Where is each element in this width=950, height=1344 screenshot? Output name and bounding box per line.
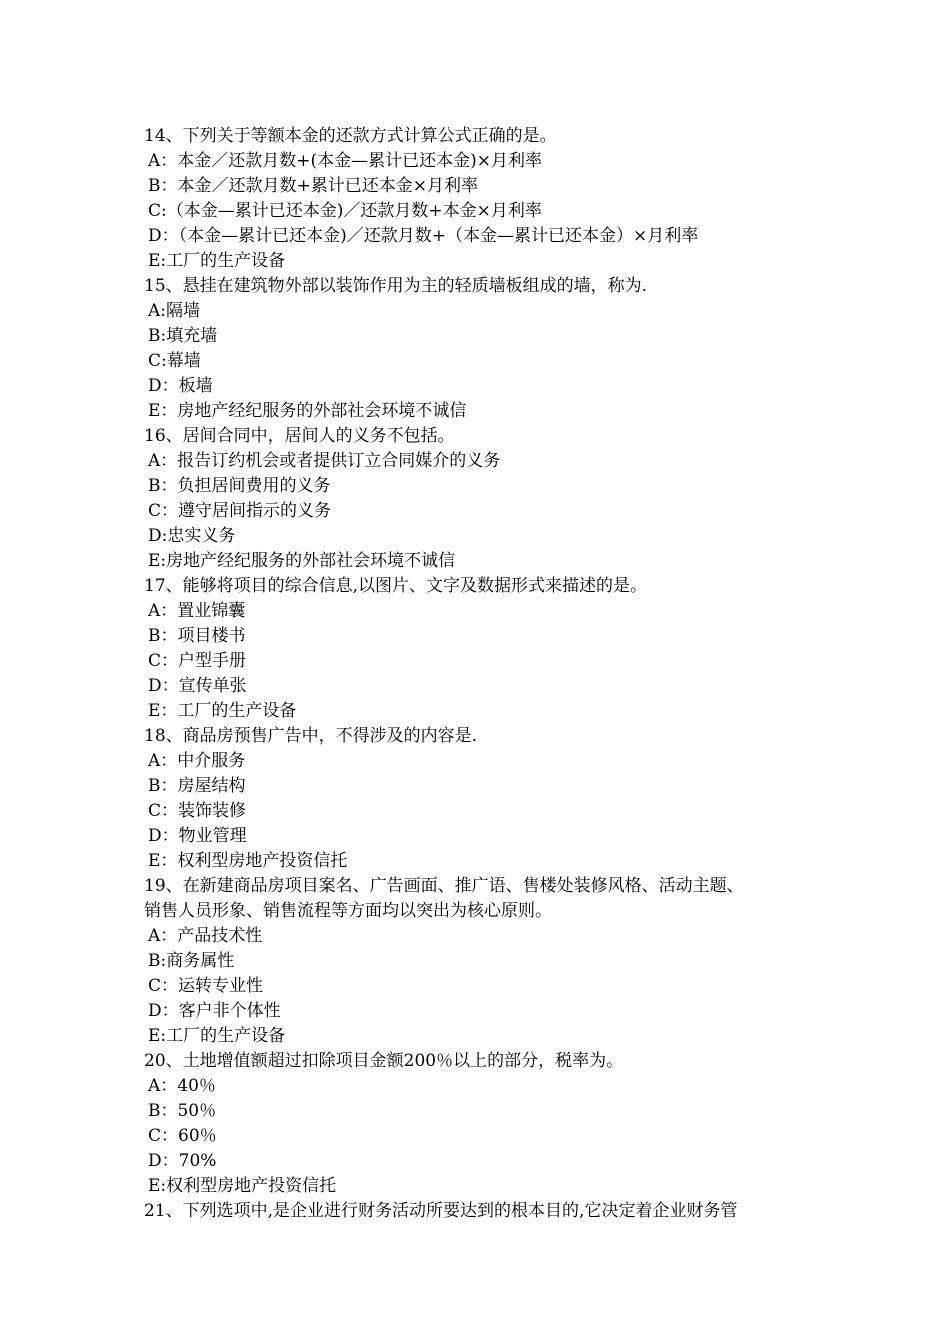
option-d: D：板墙 (148, 376, 213, 396)
option-b: B：项目楼书 (148, 626, 246, 646)
option-e: E:房地产经纪服务的外部社会环境不诚信 (148, 551, 456, 571)
option-c: C:（本金—累计已还本金)／还款月数+本金×月利率 (148, 201, 542, 221)
option-a: A:隔墙 (148, 301, 201, 321)
option-a: A：产品技术性 (148, 926, 263, 946)
option-d: D：宣传单张 (148, 676, 247, 696)
option-c: C：遵守居间指示的义务 (148, 501, 332, 521)
option-a: A：中介服务 (148, 751, 246, 771)
question-stem: 18、商品房预售广告中，不得涉及的内容是. (144, 726, 478, 746)
question-stem: 16、居间合同中，居间人的义务不包括。 (144, 426, 455, 446)
option-b: B：负担居间费用的义务 (148, 476, 331, 496)
option-a: A：40％ (148, 1076, 216, 1096)
option-e: E：权利型房地产投资信托 (148, 851, 348, 871)
question-21 (144, 1199, 844, 1224)
option-a: A：置业锦囊 (148, 601, 246, 621)
option-d: D:忠实义务 (148, 526, 236, 546)
option-b: B:商务属性 (148, 951, 235, 971)
option-d: D：客户非个体性 (148, 1001, 281, 1021)
option-e: E:工厂的生产设备 (148, 251, 286, 271)
question-stem: 14、下列关于等额本金的还款方式计算公式正确的是。 (144, 126, 557, 146)
question-15 (144, 274, 844, 424)
question-19 (144, 874, 844, 1049)
option-c: C:幕墙 (148, 351, 201, 371)
question-stem: 21、下列选项中,是企业进行财务活动所要达到的根本目的,它决定着企业财务管 (144, 1201, 738, 1221)
question-17 (144, 574, 844, 724)
question-stem: 15、悬挂在建筑物外部以装饰作用为主的轻质墙板组成的墙，称为. (144, 276, 648, 296)
option-c: C：装饰装修 (148, 801, 247, 821)
question-stem: 19、在新建商品房项目案名、广告画面、推广语、售楼处装修风格、活动主题、 (144, 876, 744, 896)
option-b: B：本金／还款月数+累计已还本金×月利率 (148, 176, 478, 196)
option-e: E:权利型房地产投资信托 (148, 1176, 337, 1196)
option-a: A：本金／还款月数+(本金—累计已还本金)×月利率 (148, 151, 543, 171)
option-c: C：60％ (148, 1126, 217, 1146)
option-e: E：工厂的生产设备 (148, 701, 297, 721)
document-page (144, 124, 844, 1224)
question-18 (144, 724, 844, 874)
option-c: C：户型手册 (148, 651, 247, 671)
option-d: D：70% (148, 1151, 217, 1171)
question-stem: 20、土地增值额超过扣除项目金额200％以上的部分，税率为。 (144, 1051, 624, 1071)
option-e: E：房地产经纪服务的外部社会环境不诚信 (148, 401, 467, 421)
question-14 (144, 124, 844, 274)
question-stem: 17、能够将项目的综合信息,以图片、文字及数据形式来描述的是。 (144, 576, 648, 596)
option-d: D：物业管理 (148, 826, 247, 846)
question-20 (144, 1049, 844, 1199)
option-b: B：房屋结构 (148, 776, 246, 796)
option-e: E:工厂的生产设备 (148, 1026, 286, 1046)
option-a: A：报告订约机会或者提供订立合同媒介的义务 (148, 451, 501, 471)
question-stem-continued: 销售人员形象、销售流程等方面均以突出为核心原则。 (144, 901, 552, 921)
option-b: B:填充墙 (148, 326, 218, 346)
question-16 (144, 424, 844, 574)
option-d: D：（本金—累计已还本金)／还款月数+（本金—累计已还本金）×月利率 (148, 226, 699, 246)
option-c: C：运转专业性 (148, 976, 264, 996)
option-b: B：50％ (148, 1101, 217, 1121)
